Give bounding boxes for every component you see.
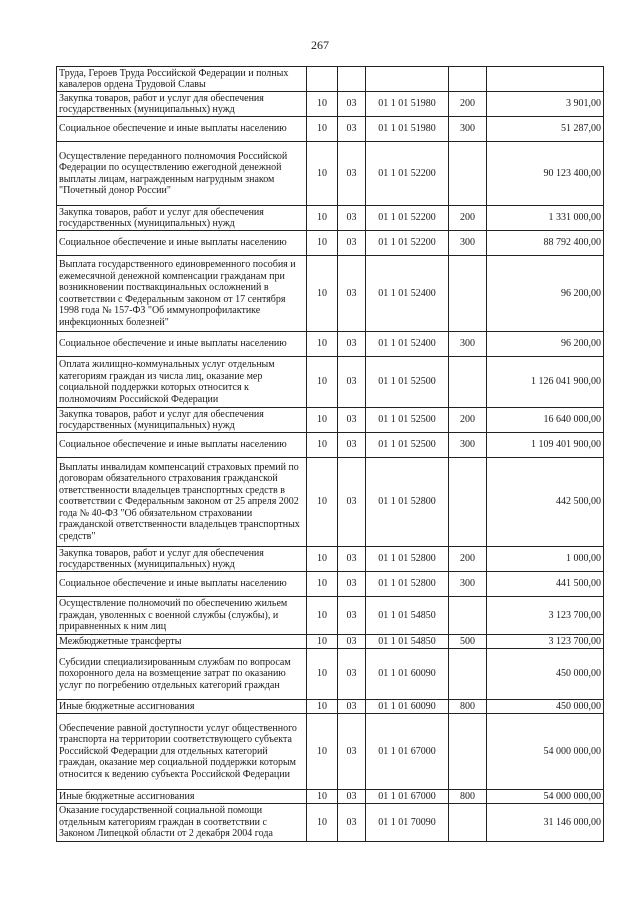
row-subsection: 03 <box>338 256 366 332</box>
table-row <box>57 790 604 804</box>
row-amount: 16 640 000,00 <box>487 408 604 433</box>
row-expense-type <box>449 458 487 547</box>
row-article: 01 1 01 51980 <box>366 117 449 142</box>
row-expense-type: 300 <box>449 117 487 142</box>
row-subsection: 03 <box>338 357 366 408</box>
table-row <box>57 92 604 117</box>
row-amount: 441 500,00 <box>487 572 604 597</box>
row-name: Социальное обеспечение и иные выплаты населению <box>57 231 307 256</box>
row-section: 10 <box>307 117 338 142</box>
table-row <box>57 231 604 256</box>
row-name: Социальное обеспечение и иные выплаты населению <box>57 433 307 458</box>
row-name: Закупка товаров, работ и услуг для обеспечения государственных (муниципальных) нужд <box>57 206 307 231</box>
row-article: 01 1 01 60090 <box>366 700 449 714</box>
row-name: Труда, Героев Труда Российской Федерации и полных кавалеров ордена Трудовой Славы <box>57 67 307 92</box>
row-name: Субсидии специализированным службам по вопросам похоронного дела на возмещение затрат по оказанию услуг по погребению отдельных категорий граждан <box>57 649 307 700</box>
row-article: 01 1 01 52800 <box>366 572 449 597</box>
row-expense-type: 300 <box>449 231 487 256</box>
row-expense-type: 500 <box>449 635 487 649</box>
row-subsection: 03 <box>338 804 366 842</box>
row-section: 10 <box>307 790 338 804</box>
table-row <box>57 635 604 649</box>
row-name: Осуществление переданного полномочия Российской Федерации по осуществлению ежегодной денежной выплаты лицам, награжденным нагрудным знаком "Почетный донор России" <box>57 142 307 206</box>
row-expense-type: 300 <box>449 572 487 597</box>
row-subsection: 03 <box>338 649 366 700</box>
row-name: Межбюджетные трансферты <box>57 635 307 649</box>
row-amount: 1 109 401 900,00 <box>487 433 604 458</box>
row-amount: 442 500,00 <box>487 458 604 547</box>
table-row <box>57 67 604 92</box>
row-expense-type <box>449 142 487 206</box>
row-name: Социальное обеспечение и иные выплаты населению <box>57 332 307 357</box>
row-amount: 1 331 000,00 <box>487 206 604 231</box>
row-subsection: 03 <box>338 635 366 649</box>
row-section: 10 <box>307 804 338 842</box>
row-amount: 31 146 000,00 <box>487 804 604 842</box>
row-name: Закупка товаров, работ и услуг для обеспечения государственных (муниципальных) нужд <box>57 408 307 433</box>
table-row <box>57 547 604 572</box>
row-section: 10 <box>307 206 338 231</box>
row-section: 10 <box>307 357 338 408</box>
row-amount: 96 200,00 <box>487 332 604 357</box>
row-article: 01 1 01 54850 <box>366 635 449 649</box>
row-article: 01 1 01 70090 <box>366 804 449 842</box>
row-section: 10 <box>307 332 338 357</box>
row-expense-type: 300 <box>449 433 487 458</box>
row-amount: 54 000 000,00 <box>487 714 604 790</box>
table-row <box>57 117 604 142</box>
row-section: 10 <box>307 458 338 547</box>
row-name: Социальное обеспечение и иные выплаты населению <box>57 117 307 142</box>
row-expense-type: 200 <box>449 92 487 117</box>
row-name: Выплата государственного единовременного пособия и ежемесячной денежной компенсации гражданам при возникновении поствакцинальных осложнений в соответствии с Федеральным законом от 17 сентября 1998 года № 157-ФЗ "Об иммунопрофилактике инфекционных болезней" <box>57 256 307 332</box>
row-amount: 51 287,00 <box>487 117 604 142</box>
row-expense-type <box>449 357 487 408</box>
row-expense-type: 200 <box>449 206 487 231</box>
row-amount: 450 000,00 <box>487 649 604 700</box>
row-section: 10 <box>307 714 338 790</box>
row-expense-type: 800 <box>449 790 487 804</box>
table-row <box>57 458 604 547</box>
row-article: 01 1 01 60090 <box>366 649 449 700</box>
row-amount: 88 792 400,00 <box>487 231 604 256</box>
row-expense-type <box>449 649 487 700</box>
row-amount: 3 123 700,00 <box>487 597 604 635</box>
row-name: Выплаты инвалидам компенсаций страховых премий по договорам обязательного страхования гражданской ответственности владельцев транспортных средств в соответствии с Федеральным законом от 25 апреля 2002 года № 40-ФЗ "Об обязательном страховании гражданской ответственности владельцев транспортных средств" <box>57 458 307 547</box>
table-row <box>57 332 604 357</box>
row-section: 10 <box>307 572 338 597</box>
row-section: 10 <box>307 433 338 458</box>
row-subsection: 03 <box>338 547 366 572</box>
row-name: Обеспечение равной доступности услуг общественного транспорта на территории соответствующего субъекта Российской Федерации для отдельных категорий граждан, оказание мер социальной поддержки которым относится к ведению субъекта Российской Федерации <box>57 714 307 790</box>
row-expense-type: 200 <box>449 547 487 572</box>
row-article: 01 1 01 67000 <box>366 790 449 804</box>
row-article: 01 1 01 52500 <box>366 433 449 458</box>
budget-table <box>56 66 604 842</box>
row-article: 01 1 01 52800 <box>366 458 449 547</box>
table-row <box>57 206 604 231</box>
row-amount <box>487 67 604 92</box>
table-row <box>57 256 604 332</box>
row-subsection: 03 <box>338 433 366 458</box>
row-amount: 90 123 400,00 <box>487 142 604 206</box>
row-section: 10 <box>307 256 338 332</box>
row-article: 01 1 01 52500 <box>366 408 449 433</box>
table-row <box>57 804 604 842</box>
row-amount: 450 000,00 <box>487 700 604 714</box>
row-subsection: 03 <box>338 700 366 714</box>
row-section: 10 <box>307 649 338 700</box>
row-amount: 1 126 041 900,00 <box>487 357 604 408</box>
row-section: 10 <box>307 231 338 256</box>
table-row <box>57 357 604 408</box>
row-subsection: 03 <box>338 231 366 256</box>
row-expense-type <box>449 256 487 332</box>
row-article: 01 1 01 52200 <box>366 231 449 256</box>
row-article: 01 1 01 52400 <box>366 332 449 357</box>
row-article: 01 1 01 52200 <box>366 142 449 206</box>
table-row <box>57 597 604 635</box>
page-number: 267 <box>311 38 329 52</box>
row-name: Иные бюджетные ассигнования <box>57 790 307 804</box>
row-name: Иные бюджетные ассигнования <box>57 700 307 714</box>
table-row <box>57 700 604 714</box>
budget-table-body <box>57 67 604 842</box>
row-subsection: 03 <box>338 142 366 206</box>
row-amount: 1 000,00 <box>487 547 604 572</box>
row-section <box>307 67 338 92</box>
row-amount: 54 000 000,00 <box>487 790 604 804</box>
row-expense-type <box>449 67 487 92</box>
row-expense-type: 200 <box>449 408 487 433</box>
table-row <box>57 572 604 597</box>
row-name: Закупка товаров, работ и услуг для обеспечения государственных (муниципальных) нужд <box>57 92 307 117</box>
row-article: 01 1 01 67000 <box>366 714 449 790</box>
table-row <box>57 714 604 790</box>
row-expense-type <box>449 597 487 635</box>
table-row <box>57 142 604 206</box>
row-section: 10 <box>307 635 338 649</box>
row-article: 01 1 01 52500 <box>366 357 449 408</box>
table-row <box>57 408 604 433</box>
row-section: 10 <box>307 700 338 714</box>
row-section: 10 <box>307 547 338 572</box>
row-article: 01 1 01 54850 <box>366 597 449 635</box>
row-section: 10 <box>307 92 338 117</box>
row-subsection: 03 <box>338 458 366 547</box>
row-article <box>366 67 449 92</box>
row-name: Закупка товаров, работ и услуг для обеспечения государственных (муниципальных) нужд <box>57 547 307 572</box>
table-row <box>57 649 604 700</box>
row-name: Оказание государственной социальной помощи отдельным категориям граждан в соответствии с Законом Липецкой области от 2 декабря 2004 года <box>57 804 307 842</box>
row-subsection: 03 <box>338 790 366 804</box>
row-expense-type: 300 <box>449 332 487 357</box>
row-name: Оплата жилищно-коммунальных услуг отдельным категориям граждан из числа лиц, оказание мер социальной поддержки которых относится к полномочиям Российской Федерации <box>57 357 307 408</box>
row-amount: 3 123 700,00 <box>487 635 604 649</box>
row-subsection: 03 <box>338 206 366 231</box>
row-subsection <box>338 67 366 92</box>
row-section: 10 <box>307 142 338 206</box>
row-article: 01 1 01 52400 <box>366 256 449 332</box>
row-name: Осуществление полномочий по обеспечению жильем граждан, уволенных с военной службы (службы), и приравненных к ним лиц <box>57 597 307 635</box>
row-expense-type <box>449 714 487 790</box>
row-article: 01 1 01 51980 <box>366 92 449 117</box>
row-subsection: 03 <box>338 597 366 635</box>
row-subsection: 03 <box>338 714 366 790</box>
row-subsection: 03 <box>338 92 366 117</box>
row-subsection: 03 <box>338 572 366 597</box>
row-amount: 3 901,00 <box>487 92 604 117</box>
row-subsection: 03 <box>338 117 366 142</box>
row-section: 10 <box>307 408 338 433</box>
row-expense-type: 800 <box>449 700 487 714</box>
table-row <box>57 433 604 458</box>
row-subsection: 03 <box>338 408 366 433</box>
row-subsection: 03 <box>338 332 366 357</box>
row-name: Социальное обеспечение и иные выплаты населению <box>57 572 307 597</box>
row-article: 01 1 01 52200 <box>366 206 449 231</box>
row-section: 10 <box>307 597 338 635</box>
row-article: 01 1 01 52800 <box>366 547 449 572</box>
row-amount: 96 200,00 <box>487 256 604 332</box>
row-expense-type <box>449 804 487 842</box>
